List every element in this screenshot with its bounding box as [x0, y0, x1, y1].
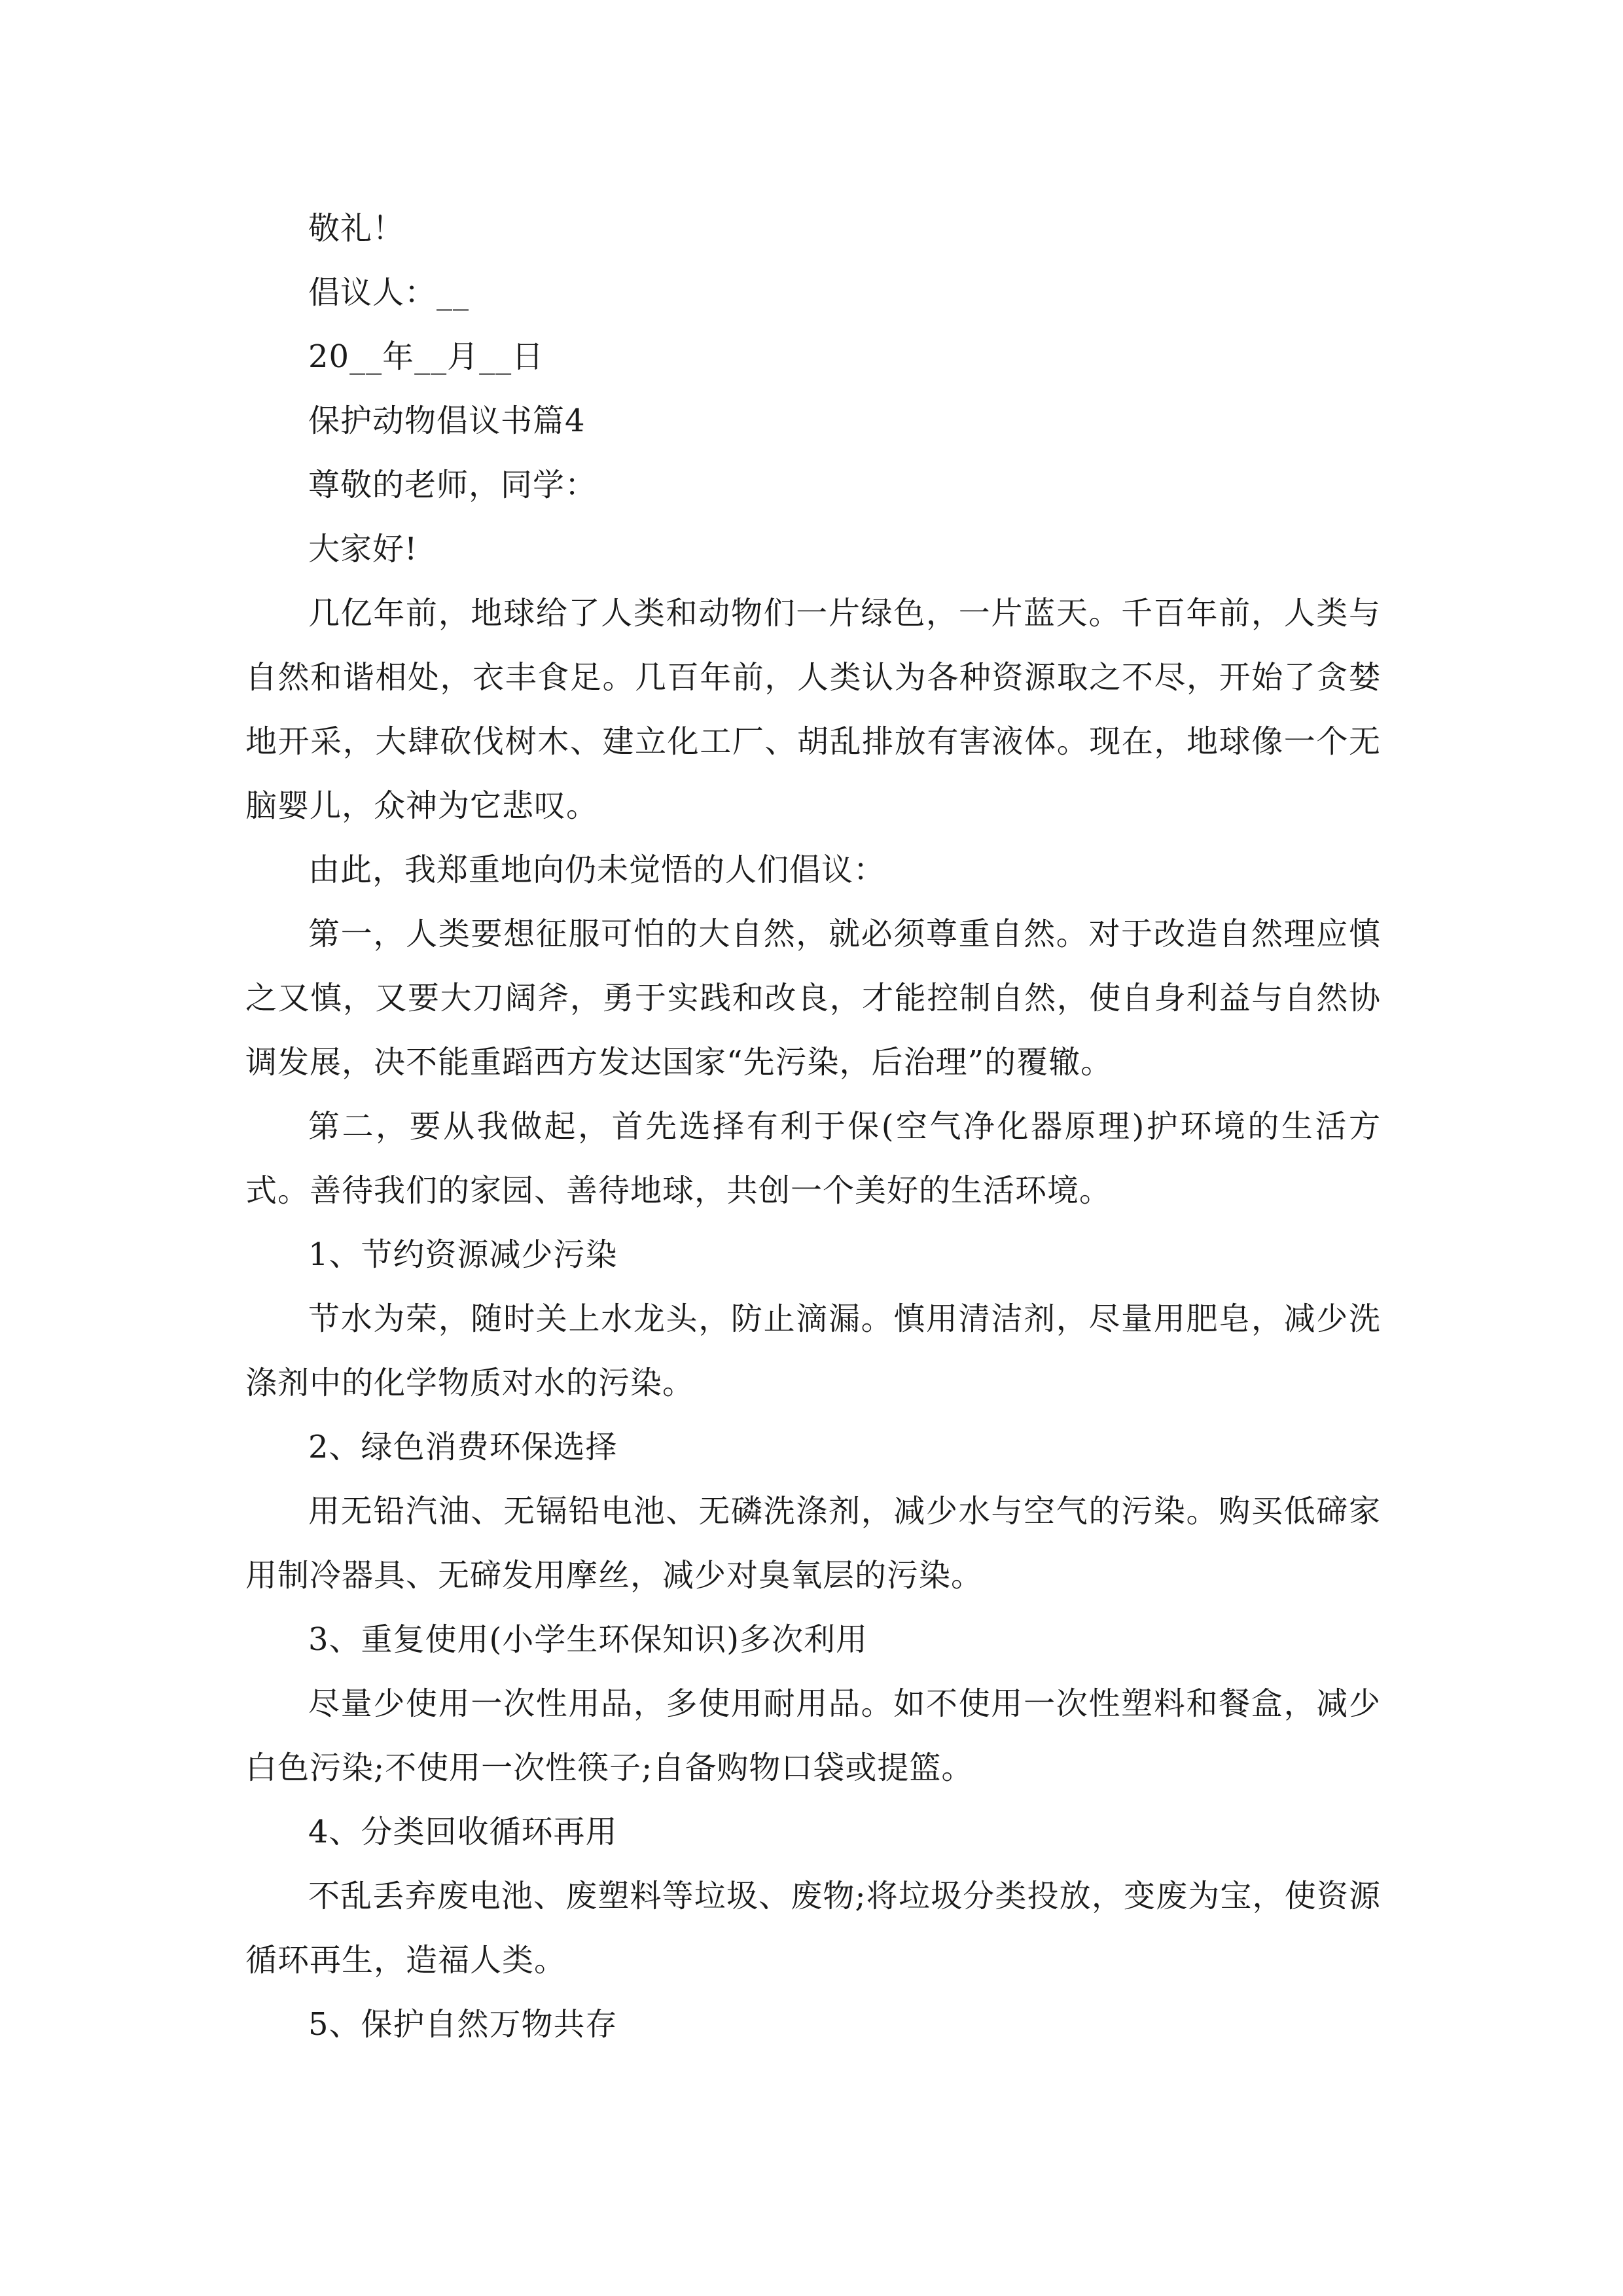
list-heading-2: 2、绿色消费环保选择: [308, 1429, 618, 1465]
paragraph-second-point: 第二，要从我做起，首先选择有利于保(空气净化器原理)护环境的生活方式。善待我们的家园、善待地球，共创一个美好的生活环境。: [245, 1108, 1381, 1209]
list-heading-3: 3、重复使用(小学生环保知识)多次利用: [308, 1621, 868, 1658]
closing-salutation: 敬礼！: [308, 210, 405, 247]
list-body-1: 节水为荣，随时关上水龙头，防止滴漏。慎用清洁剂，尽量用肥皂，减少洗涤剂中的化学物质对水的污染。: [245, 1300, 1381, 1401]
list-body-3: 尽量少使用一次性用品，多使用耐用品。如不使用一次性塑料和餐盒，减少白色污染;不使用一次性筷子;自备购物口袋或提篮。: [245, 1685, 1381, 1786]
list-body-4: 不乱丢弃废电池、废塑料等垃圾、废物;将垃圾分类投放，变废为宝，使资源循环再生，造福人类。: [245, 1878, 1381, 1979]
section-title: 保护动物倡议书篇4: [308, 403, 586, 439]
list-heading-1: 1、节约资源减少污染: [308, 1236, 618, 1273]
date-line: 20__年__月__日: [308, 338, 544, 375]
paragraph-intro: 几亿年前，地球给了人类和动物们一片绿色，一片蓝天。千百年前，人类与自然和谐相处，衣丰食足。几百年前，人类认为各种资源取之不尽，开始了贪婪地开采，大肆砍伐树木、建立化工厂、胡乱排放有害液体。现在，地球像一个无脑婴儿，众神为它悲叹。: [245, 595, 1381, 824]
list-heading-5: 5、保护自然万物共存: [308, 2006, 618, 2043]
paragraph-first-point: 第一，人类要想征服可怕的大自然，就必须尊重自然。对于改造自然理应慎之又慎，又要大刀阔斧，勇于实践和改良，才能控制自然，使自身利益与自然协调发展，决不能重蹈西方发达国家“先污染，后治理”的覆辙。: [245, 916, 1381, 1081]
list-heading-4: 4、分类回收循环再用: [308, 1814, 618, 1850]
proposer-line: 倡议人：__: [308, 274, 470, 311]
document-body: [245, 196, 1381, 2056]
paragraph-proposal-lead: 由此，我郑重地向仍未觉悟的人们倡议：: [308, 852, 886, 888]
greeting: 大家好!: [308, 531, 418, 567]
greeting-address: 尊敬的老师，同学：: [308, 467, 597, 503]
list-body-2: 用无铅汽油、无镉铅电池、无磷洗涤剂，减少水与空气的污染。购买低碲家用制冷器具、无碲发用摩丝，减少对臭氧层的污染。: [245, 1493, 1381, 1594]
